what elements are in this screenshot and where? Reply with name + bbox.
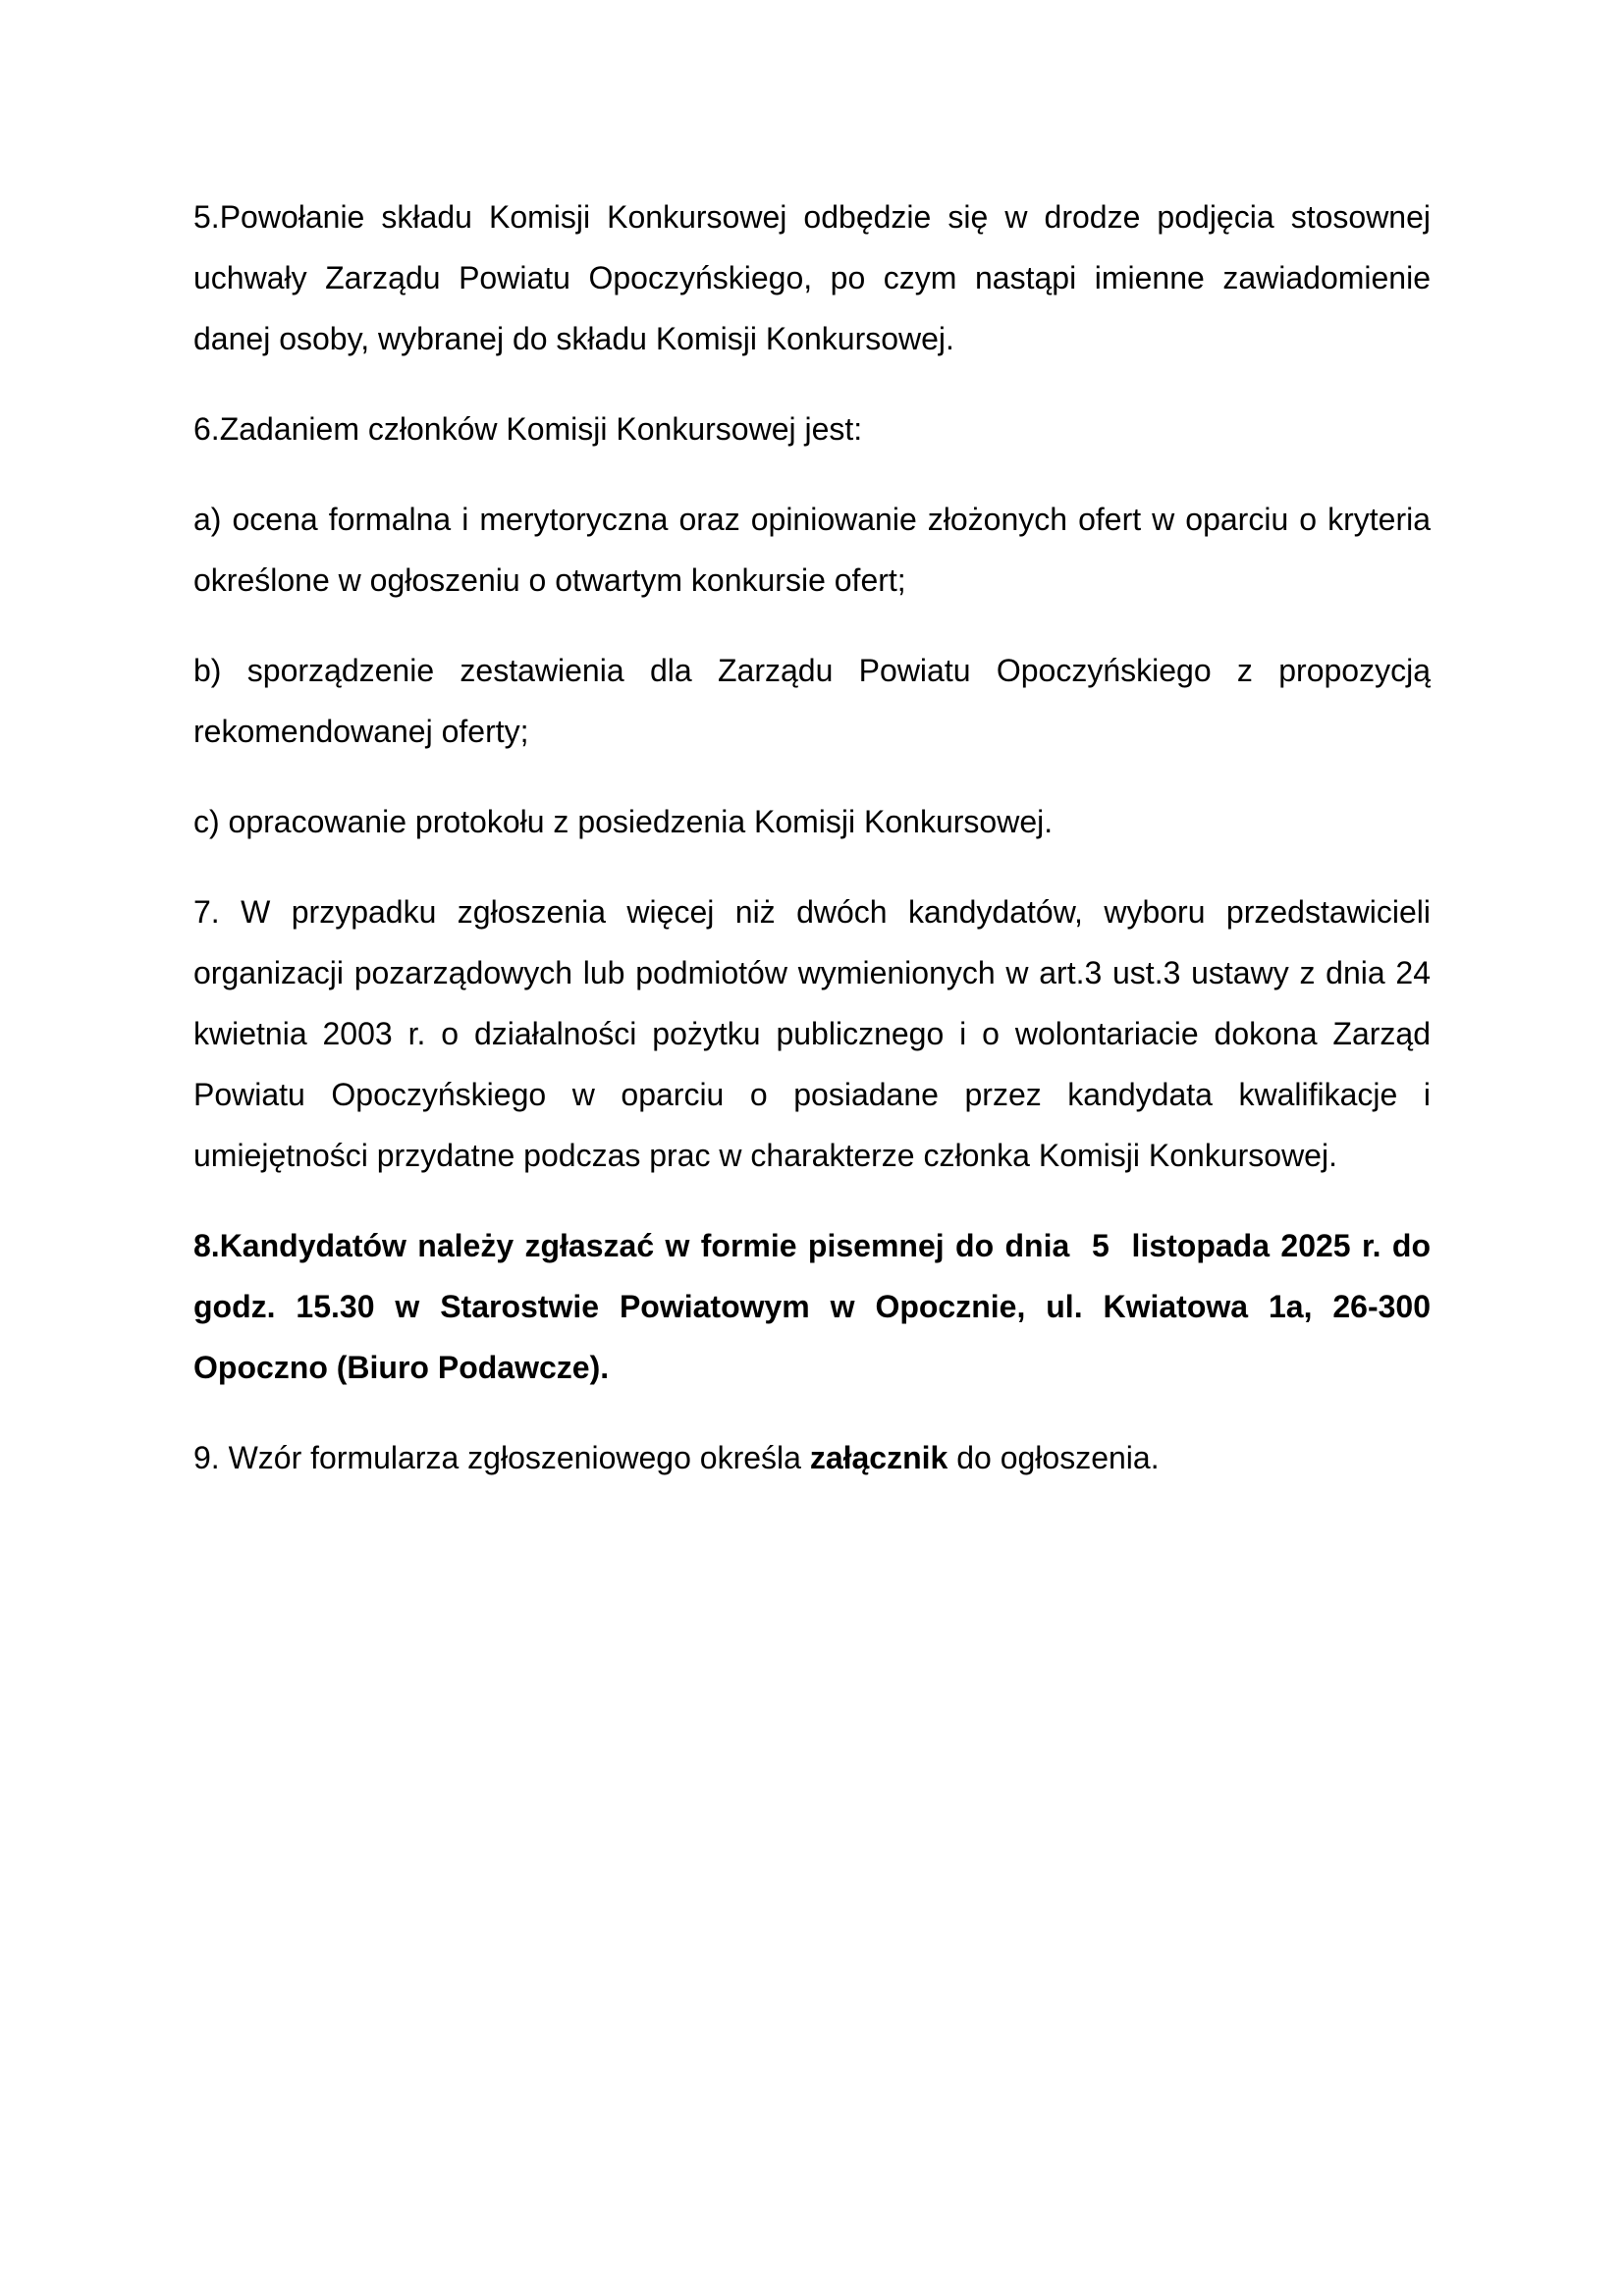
paragraph-9-zalacznik-bold-word: załącznik (809, 1440, 948, 1475)
paragraph-9-suffix-text: do ogłoszenia. (947, 1440, 1160, 1475)
paragraph-6-zadania-czlonkow: 6.Zadaniem członków Komisji Konkursowej jest: (193, 411, 863, 447)
paragraph-8-termin-zglaszania-kandydatow: 8.Kandydatów należy zgłaszać w formie pisemnej do dnia 5 listopada 2025 r. do godz. 15.30 w Starostwie Powiatowym w Opocznie, ul. Kwiatowa 1a, 26-300 Opoczno (Biuro Podawcze). (193, 1228, 1439, 1385)
paragraph-7-wybor-przedstawicieli: 7. W przypadku zgłoszenia więcej niż dwóch kandydatów, wyboru przedstawicieli organizacji pozarządowych lub podmiotów wymienionych w art.3 ust.3 ustawy z dnia 24 kwietnia 2003 r. o działalności pożytku publicznego i o wolontariacie dokona Zarząd Powiatu Opoczyńskiego w oparciu o posiadane przez kandydata kwalifikacje i umiejętności przydatne podczas prac w charakterze członka Komisji Konkursowej. (193, 894, 1431, 1173)
paragraph-a-ocena-formalna: a) ocena formalna i merytoryczna oraz opiniowanie złożonych ofert w oparciu o kryteria określone w ogłoszeniu o otwartym konkursie ofert; (193, 502, 1431, 598)
paragraph-c-opracowanie-protokolu: c) opracowanie protokołu z posiedzenia Komisji Konkursowej. (193, 804, 1054, 839)
paragraph-5-powolanie-skladu-komisji: 5.Powołanie składu Komisji Konkursowej odbędzie się w drodze podjęcia stosownej uchwały Zarządu Powiatu Opoczyńskiego, po czym nastąpi imienne zawiadomienie danej osoby, wybranej do składu Komisji Konkursowej. (193, 199, 1431, 356)
paragraph-9-wzor-formularza (193, 1427, 1431, 1488)
paragraph-9-prefix-text: 9. Wzór formularza zgłoszeniowego określa (193, 1440, 810, 1475)
paragraph-b-sporzadzenie-zestawienia: b) sporządzenie zestawienia dla Zarządu Powiatu Opoczyńskiego z propozycją rekomendowanej oferty; (193, 653, 1431, 749)
